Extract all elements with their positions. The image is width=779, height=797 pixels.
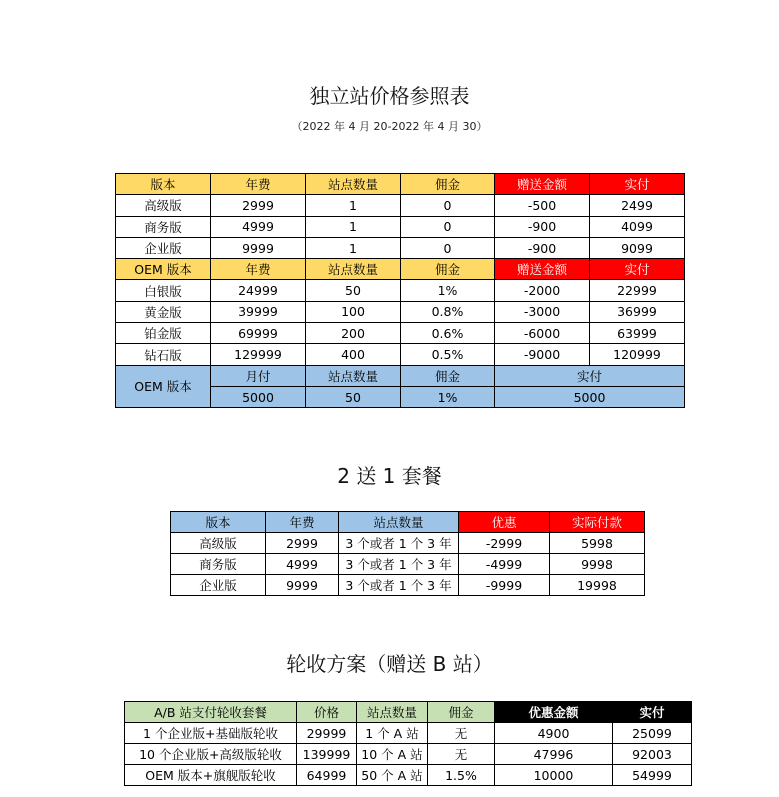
table-row bbox=[116, 237, 685, 258]
header-cell: A/B 站支付轮收套餐 bbox=[125, 702, 297, 723]
header-cell: 年费 bbox=[211, 174, 306, 195]
table-cell: 铂金版 bbox=[116, 323, 211, 344]
header-cell: 实际付款 bbox=[550, 512, 645, 533]
table-row bbox=[171, 554, 645, 575]
table-cell: -4999 bbox=[459, 554, 550, 575]
table-cell: 69999 bbox=[211, 323, 306, 344]
table-cell: -6000 bbox=[495, 323, 590, 344]
table-cell: 5998 bbox=[550, 533, 645, 554]
header-cell: 站点数量 bbox=[339, 512, 459, 533]
header-cell: 站点数量 bbox=[306, 174, 401, 195]
table-cell: 高级版 bbox=[171, 533, 266, 554]
table-cell: 商务版 bbox=[116, 216, 211, 237]
table-cell: 64999 bbox=[297, 765, 357, 786]
table-cell: 0 bbox=[401, 237, 495, 258]
table-cell: 4099 bbox=[590, 216, 685, 237]
header-cell: 年费 bbox=[266, 512, 339, 533]
table-cell: 24999 bbox=[211, 280, 306, 301]
table-cell: 0 bbox=[401, 216, 495, 237]
header-cell: 站点数量 bbox=[306, 259, 401, 280]
table-cell: OEM 版本+旗舰版轮收 bbox=[125, 765, 297, 786]
date-range-subtitle: （2022 年 4 月 20-2022 年 4 月 30） bbox=[291, 120, 488, 133]
table-cell: 1 bbox=[306, 195, 401, 216]
header-cell: 赠送金额 bbox=[495, 174, 590, 195]
table-cell: 1% bbox=[401, 386, 495, 407]
table-cell: 36999 bbox=[590, 301, 685, 322]
header-cell: 版本 bbox=[171, 512, 266, 533]
table-cell: 5000 bbox=[495, 386, 685, 407]
table-cell: 3 个或者 1 个 3 年 bbox=[339, 575, 459, 596]
table-row bbox=[116, 216, 685, 237]
table-cell: 0.8% bbox=[401, 301, 495, 322]
table-cell: 白银版 bbox=[116, 280, 211, 301]
table-cell: 22999 bbox=[590, 280, 685, 301]
table-cell: 商务版 bbox=[171, 554, 266, 575]
table-cell: 4999 bbox=[211, 216, 306, 237]
rotation-plan-table bbox=[124, 701, 692, 786]
table-cell: 29999 bbox=[297, 723, 357, 744]
table-cell: 4900 bbox=[495, 723, 613, 744]
header-cell: 实付 bbox=[590, 259, 685, 280]
header-cell: OEM 版本 bbox=[116, 259, 211, 280]
table-cell: 无 bbox=[428, 723, 495, 744]
table-cell: 1 bbox=[306, 237, 401, 258]
table-cell: -3000 bbox=[495, 301, 590, 322]
table-row bbox=[171, 575, 645, 596]
table-row bbox=[125, 765, 692, 786]
table-cell: 0.5% bbox=[401, 344, 495, 365]
table-row bbox=[116, 195, 685, 216]
table-row bbox=[171, 533, 645, 554]
table-cell: -2999 bbox=[459, 533, 550, 554]
table-cell: 9999 bbox=[211, 237, 306, 258]
table-cell: 4999 bbox=[266, 554, 339, 575]
header-cell: 实付 bbox=[495, 365, 685, 386]
header-cell: 站点数量 bbox=[306, 365, 401, 386]
bundle-title: 2 送 1 套餐 bbox=[337, 464, 442, 488]
table-cell: 100 bbox=[306, 301, 401, 322]
table-cell: 1 个 A 站 bbox=[357, 723, 428, 744]
table-cell: 2999 bbox=[211, 195, 306, 216]
table-cell: 92003 bbox=[613, 744, 692, 765]
table-cell: 25099 bbox=[613, 723, 692, 744]
table-row bbox=[125, 744, 692, 765]
table-row bbox=[116, 301, 685, 322]
table-cell: 5000 bbox=[211, 386, 306, 407]
header-cell: 实付 bbox=[590, 174, 685, 195]
header-cell: 佣金 bbox=[428, 702, 495, 723]
table-cell: 200 bbox=[306, 323, 401, 344]
table-cell: 10 个企业版+高级版轮收 bbox=[125, 744, 297, 765]
table-cell: 10 个 A 站 bbox=[357, 744, 428, 765]
header-cell: 价格 bbox=[297, 702, 357, 723]
header-cell: 年费 bbox=[211, 259, 306, 280]
header-cell: 佣金 bbox=[401, 259, 495, 280]
table-cell: 2999 bbox=[266, 533, 339, 554]
table-cell: 139999 bbox=[297, 744, 357, 765]
price-table-title: 独立站价格参照表 bbox=[309, 84, 470, 108]
table-cell: -900 bbox=[495, 216, 590, 237]
table-cell: -500 bbox=[495, 195, 590, 216]
table-row bbox=[116, 344, 685, 365]
table-header-row bbox=[171, 512, 645, 533]
table-cell: 0.6% bbox=[401, 323, 495, 344]
header-cell: 佣金 bbox=[401, 365, 495, 386]
header-cell: 赠送金额 bbox=[495, 259, 590, 280]
table-cell: 9998 bbox=[550, 554, 645, 575]
table-cell: 企业版 bbox=[116, 237, 211, 258]
table-cell: 47996 bbox=[495, 744, 613, 765]
table-cell: 钻石版 bbox=[116, 344, 211, 365]
table-cell: 129999 bbox=[211, 344, 306, 365]
monthly-header-row bbox=[116, 365, 685, 386]
table-cell: -2000 bbox=[495, 280, 590, 301]
oem-header-row bbox=[116, 259, 685, 280]
table-cell: -900 bbox=[495, 237, 590, 258]
header-cell: 优惠金额 bbox=[495, 702, 613, 723]
table-cell: -9999 bbox=[459, 575, 550, 596]
table-cell: 10000 bbox=[495, 765, 613, 786]
table-cell: 50 bbox=[306, 386, 401, 407]
table-cell: 1 bbox=[306, 216, 401, 237]
table-cell: 1.5% bbox=[428, 765, 495, 786]
header-cell: 版本 bbox=[116, 174, 211, 195]
rotation-plan-title: 轮收方案（赠送 B 站） bbox=[286, 652, 493, 676]
table-cell: 3 个或者 1 个 3 年 bbox=[339, 554, 459, 575]
table-cell: 高级版 bbox=[116, 195, 211, 216]
table-cell: 1 个企业版+基础版轮收 bbox=[125, 723, 297, 744]
table-row bbox=[116, 280, 685, 301]
table-cell: 39999 bbox=[211, 301, 306, 322]
header-cell: 优惠 bbox=[459, 512, 550, 533]
table-cell: 50 bbox=[306, 280, 401, 301]
table-cell: 3 个或者 1 个 3 年 bbox=[339, 533, 459, 554]
table-row bbox=[116, 323, 685, 344]
table-cell: 9099 bbox=[590, 237, 685, 258]
table-cell: 无 bbox=[428, 744, 495, 765]
table-cell: 0 bbox=[401, 195, 495, 216]
table-cell: 9999 bbox=[266, 575, 339, 596]
table-cell: 50 个 A 站 bbox=[357, 765, 428, 786]
table-cell: 黄金版 bbox=[116, 301, 211, 322]
table-cell: 400 bbox=[306, 344, 401, 365]
table-cell: -9000 bbox=[495, 344, 590, 365]
header-cell: 站点数量 bbox=[357, 702, 428, 723]
table-cell: 2499 bbox=[590, 195, 685, 216]
header-cell: 实付 bbox=[613, 702, 692, 723]
table-cell: 1% bbox=[401, 280, 495, 301]
header-cell: 月付 bbox=[211, 365, 306, 386]
table-header-row bbox=[116, 174, 685, 195]
bundle-price-table bbox=[170, 511, 645, 596]
table-row bbox=[125, 723, 692, 744]
standalone-price-table bbox=[115, 173, 685, 408]
table-header-row bbox=[125, 702, 692, 723]
table-cell: 63999 bbox=[590, 323, 685, 344]
table-cell: 19998 bbox=[550, 575, 645, 596]
header-cell: 佣金 bbox=[401, 174, 495, 195]
table-cell: 120999 bbox=[590, 344, 685, 365]
oem-monthly-label: OEM 版本 bbox=[116, 365, 211, 408]
table-cell: 54999 bbox=[613, 765, 692, 786]
table-cell: 企业版 bbox=[171, 575, 266, 596]
